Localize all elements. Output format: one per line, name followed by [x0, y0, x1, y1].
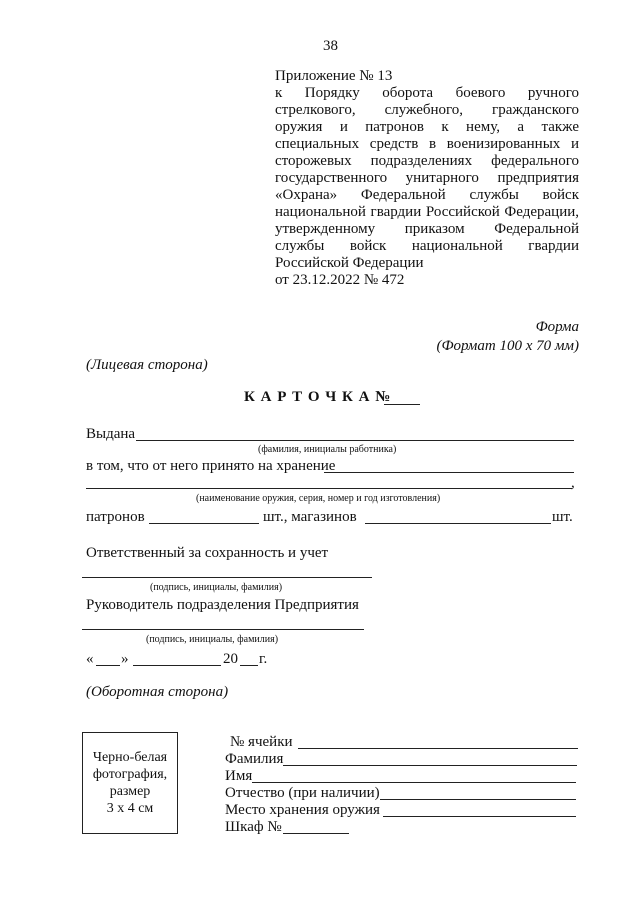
responsible-sign-line[interactable]: [82, 577, 372, 578]
appendix-line: службы войск национальной гвардии: [275, 238, 579, 254]
date-open-quote: «: [86, 651, 94, 667]
date-year-suffix: г.: [259, 651, 268, 667]
head-label: Руководитель подразделения Предприятия: [86, 597, 359, 613]
back-side-label: (Оборотная сторона): [86, 684, 229, 700]
cell-label: № ячейки: [230, 734, 293, 750]
surname-label: Фамилия: [225, 751, 284, 767]
appendix-line: национальной гвардии Российской Федерации,: [275, 204, 579, 220]
cartridges-line[interactable]: [149, 523, 259, 524]
responsible-label: Ответственный за сохранность и учет: [86, 545, 329, 561]
appendix-line: государственного унитарного предприятия: [275, 170, 579, 186]
issued-caption: (фамилия, инициалы работника): [258, 444, 397, 455]
front-side-label: (Лицевая сторона): [86, 357, 208, 373]
date-month-line[interactable]: [133, 665, 221, 666]
sign-caption-2: (подпись, инициалы, фамилия): [146, 634, 279, 645]
appendix-line: специальных средств в военизированных и: [275, 136, 579, 152]
trailing-comma: ,: [571, 475, 575, 491]
sign-caption-1: (подпись, инициалы, фамилия): [150, 582, 283, 593]
head-sign-line[interactable]: [82, 629, 364, 630]
appendix-line: сторожевых подразделениях федерального: [275, 153, 579, 169]
date-day-line[interactable]: [96, 665, 120, 666]
appendix-line: оружия и патронов к нему, а также: [275, 119, 579, 135]
accepted-label: в том, что от него принято на хранение: [86, 458, 336, 474]
card-title: К А Р Т О Ч К А №: [244, 389, 392, 405]
photo-box-line: фотография,: [92, 767, 168, 782]
appendix-line: Российской Федерации: [275, 255, 424, 271]
name-line[interactable]: [252, 782, 576, 783]
cabinet-label: Шкаф №: [225, 819, 282, 835]
name-label: Имя: [225, 768, 253, 784]
appendix-line: стрелкового, служебного, гражданского: [275, 102, 579, 118]
weapon-caption: (наименование оружия, серия, номер и год изготовления): [196, 493, 441, 504]
appendix-line: «Охрана» Федеральной службы войск: [275, 187, 579, 203]
surname-line[interactable]: [283, 765, 577, 766]
cabinet-line[interactable]: [283, 833, 349, 834]
date-year-prefix: 20: [223, 651, 238, 667]
accepted-line[interactable]: [324, 472, 574, 473]
storage-label: Место хранения оружия: [225, 802, 380, 818]
photo-box: [82, 732, 178, 834]
issued-line[interactable]: [136, 440, 574, 441]
appendix-block: [275, 68, 579, 289]
patronymic-label: Отчество (при наличии): [225, 785, 380, 801]
cell-line[interactable]: [298, 748, 578, 749]
photo-box-line: Черно-белая: [92, 750, 168, 765]
weapon-line[interactable]: [86, 488, 572, 489]
card-number-line[interactable]: [384, 404, 420, 405]
appendix-line: к Порядку оборота боевого ручного: [275, 85, 579, 101]
page-number: 38: [323, 38, 338, 54]
magazines-label: шт., магазинов: [263, 509, 357, 525]
magazines-line[interactable]: [365, 523, 551, 524]
appendix-line: утвержденному приказом Федеральной: [275, 221, 579, 237]
storage-line[interactable]: [383, 816, 576, 817]
form-label: Форма: [535, 319, 579, 335]
format-label: (Формат 100 х 70 мм): [436, 338, 579, 354]
cartridges-label: патронов: [86, 509, 145, 525]
patronymic-line[interactable]: [380, 799, 576, 800]
issued-label: Выдана: [86, 426, 136, 442]
pcs-label: шт.: [552, 509, 573, 525]
photo-box-line: 3 х 4 см: [106, 801, 154, 816]
appendix-title: Приложение № 13: [275, 68, 393, 84]
date-year-line[interactable]: [240, 665, 258, 666]
date-close-quote: »: [121, 651, 129, 667]
appendix-date: от 23.12.2022 № 472: [275, 272, 405, 288]
photo-box-line: размер: [109, 784, 151, 799]
